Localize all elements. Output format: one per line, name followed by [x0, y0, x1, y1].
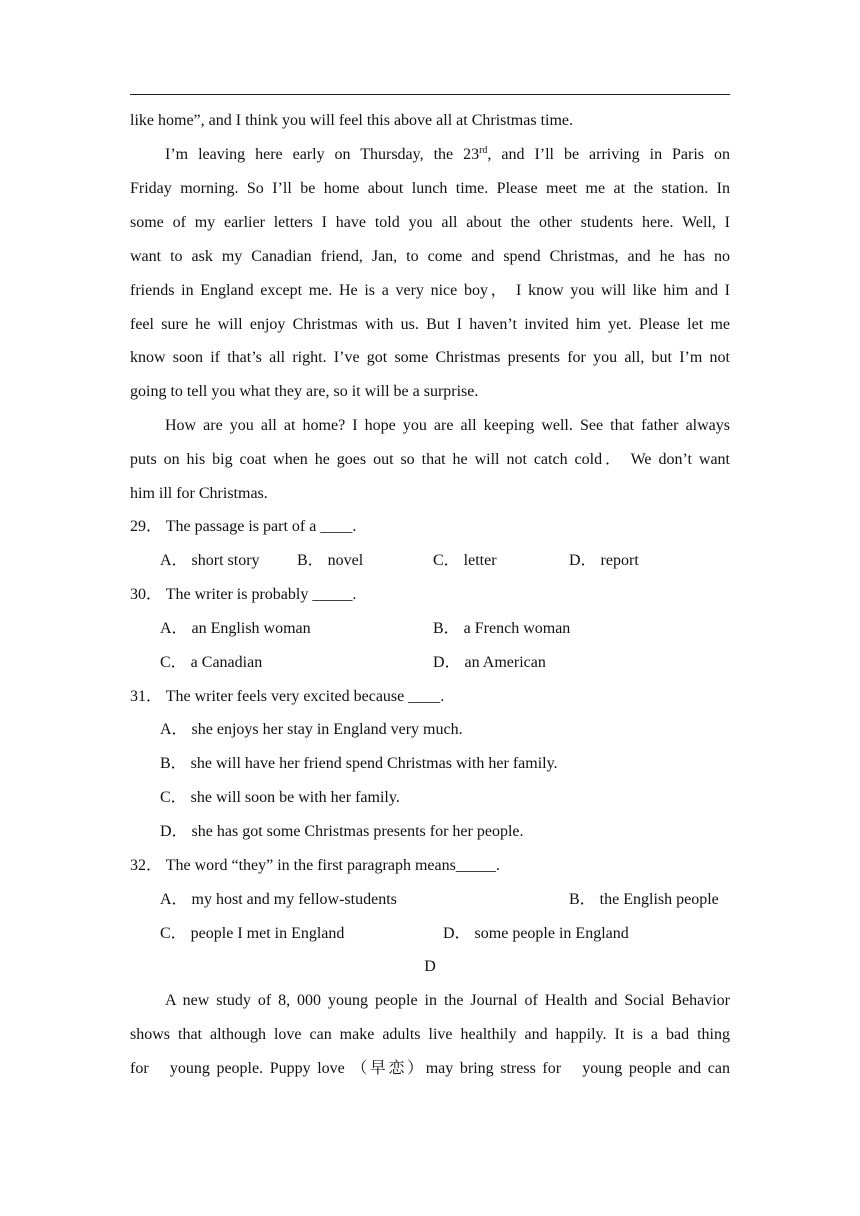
option-b: B． novel: [297, 552, 364, 569]
letter-line: going to tell you what they are, so it will be a surprise.: [130, 383, 479, 400]
letter-text: , and I’ll be arriving in Paris on: [487, 146, 730, 163]
option-c: C． letter: [433, 552, 497, 569]
letter-line: want to ask my Canadian friend, Jan, to come and spend Christmas, and he has no: [130, 248, 730, 265]
letter-text: I’m leaving here early on Thursday, the 23: [165, 146, 480, 163]
option-a: A． an English woman: [160, 620, 311, 637]
option-c: C． a Canadian: [160, 654, 263, 671]
letter-line: friends in England except me. He is a very nice boy， I know you will like him and I: [130, 282, 730, 299]
letter-line: him ill for Christmas.: [130, 485, 268, 502]
letter-line: feel sure he will enjoy Christmas with us. But I haven’t invited him yet. Please let me: [130, 316, 730, 333]
letter-line: know soon if that’s all right. I’ve got some Christmas presents for you all, but I’m not: [130, 349, 730, 366]
letter-line: like home”, and I think you will feel this above all at Christmas time.: [130, 112, 574, 129]
passage-line: A new study of 8, 000 young people in the Journal of Health and Social Behavior: [165, 992, 730, 1009]
passage-line: for young people. Puppy love （早恋）may bring stress for young people and can: [130, 1060, 730, 1077]
option-c: C． people I met in England: [160, 925, 345, 942]
letter-line: [165, 143, 730, 167]
option-c: C． she will soon be with her family.: [160, 789, 400, 806]
option-d: D． report: [569, 552, 639, 569]
option-d: D． some people in England: [443, 925, 629, 942]
passage-line: shows that although love can make adults live healthily and happily. It is a bad thing: [130, 1026, 730, 1043]
letter-line: puts on his big coat when he goes out so that he will not catch cold． We don’t want: [130, 451, 730, 468]
option-d: D． an American: [433, 654, 546, 671]
question-stem: 32． The word “they” in the first paragraph means_____.: [130, 857, 500, 874]
option-b: B． a French woman: [433, 620, 571, 637]
option-b: B． she will have her friend spend Christmas with her family.: [160, 755, 558, 772]
option-a: A． my host and my fellow-students: [160, 891, 397, 908]
header-rule: [130, 94, 730, 95]
section-heading: D: [424, 958, 436, 975]
option-a: A． short story: [160, 552, 260, 569]
option-d: D． she has got some Christmas presents for her people.: [160, 823, 524, 840]
letter-line: How are you all at home? I hope you are all keeping well. See that father always: [165, 417, 730, 434]
option-b: B． the English people: [569, 891, 719, 908]
question-stem: 31． The writer feels very excited because ____.: [130, 688, 445, 705]
option-a: A． she enjoys her stay in England very much.: [160, 721, 463, 738]
question-stem: 30． The writer is probably _____.: [130, 586, 357, 603]
ordinal-suffix: rd: [479, 145, 488, 156]
question-stem: 29． The passage is part of a ____.: [130, 518, 357, 535]
letter-line: Friday morning. So I’ll be home about lunch time. Please meet me at the station. In: [130, 180, 730, 197]
letter-line: some of my earlier letters I have told you all about the other students here. Well, I: [130, 214, 730, 231]
